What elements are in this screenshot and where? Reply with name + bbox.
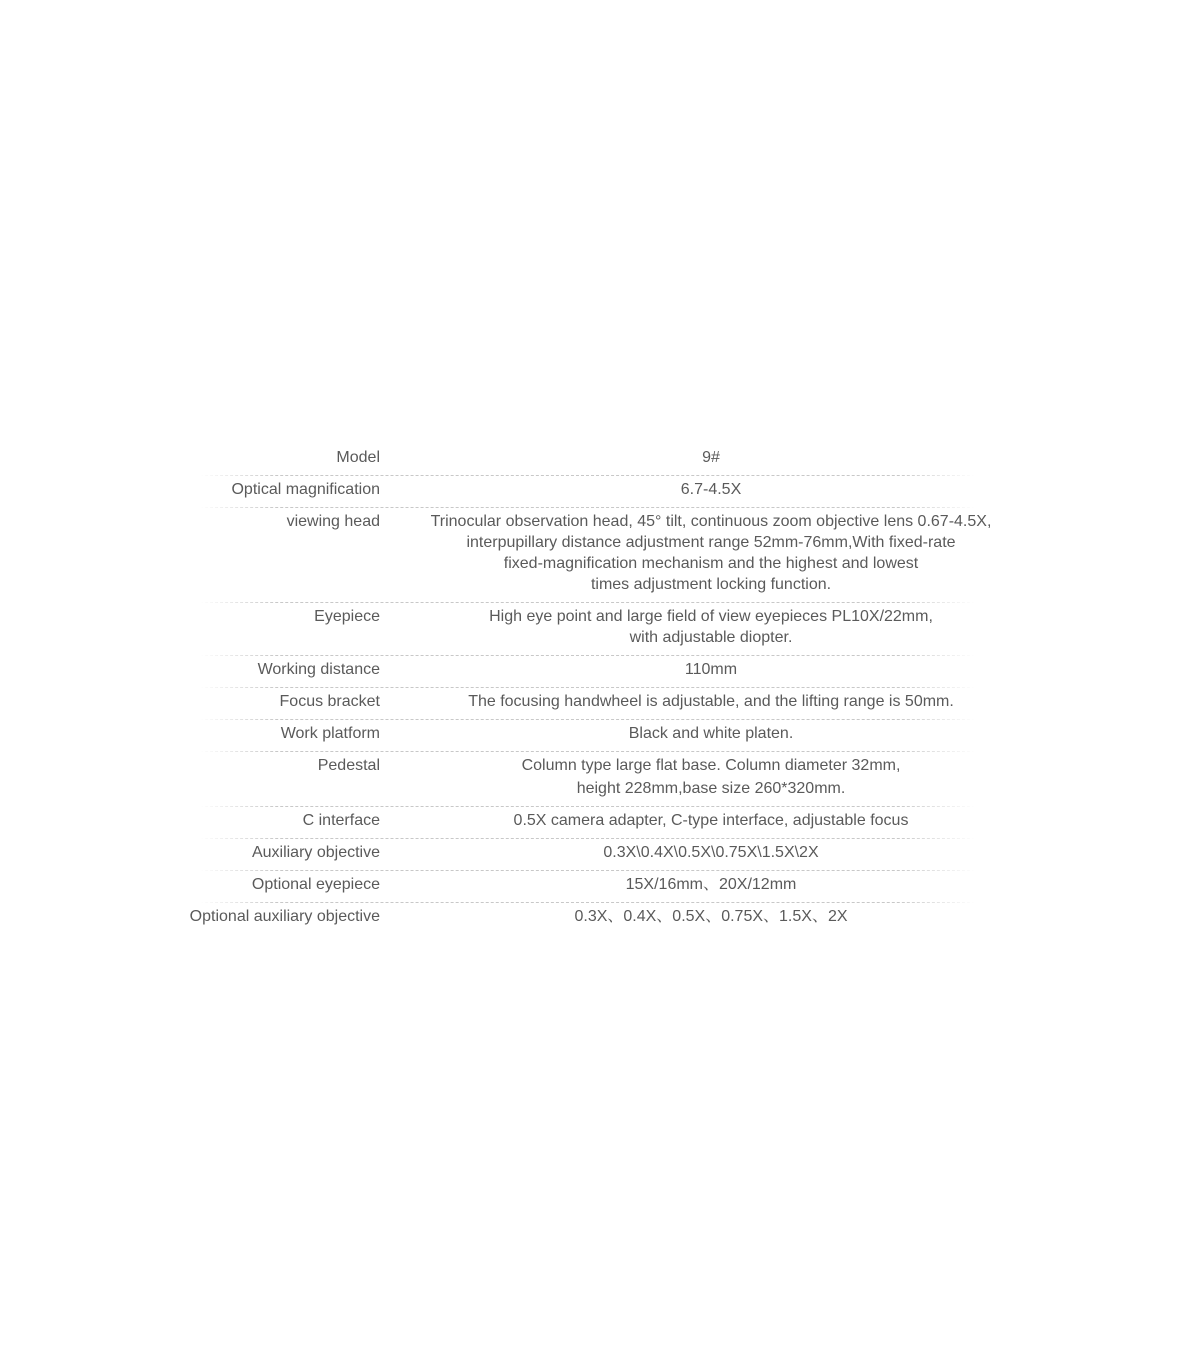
spec-label: viewing head <box>286 513 380 530</box>
spec-label: C interface <box>302 812 380 829</box>
spec-value-line: High eye point and large field of view eyepieces PL10X/22mm, <box>489 608 933 625</box>
spec-value-line: 0.3X、0.4X、0.5X、0.75X、1.5X、2X <box>574 908 848 925</box>
spec-value-line: Trinocular observation head, 45° tilt, continuous zoom objective lens 0.67-4.5X, <box>430 513 992 530</box>
spec-label: Auxiliary objective <box>251 844 380 861</box>
spec-value-line: 9# <box>702 449 720 466</box>
spec-value <box>380 606 1042 648</box>
spec-row-optional-auxiliary-objective <box>0 903 1200 935</box>
spec-row-auxiliary-objective <box>0 839 1200 871</box>
spec-label: Working distance <box>257 661 380 678</box>
spec-value-line: Black and white platen. <box>628 725 794 742</box>
spec-value <box>380 479 1042 500</box>
spec-row-work-platform <box>0 720 1200 752</box>
spec-value <box>380 723 1042 744</box>
spec-label: Focus bracket <box>279 693 380 710</box>
spec-value-line: 110mm <box>684 661 738 678</box>
spec-label: Pedestal <box>317 757 380 774</box>
spec-value-line: 0.3X\0.4X\0.5X\0.75X\1.5X\2X <box>603 844 819 861</box>
spec-row-working-distance <box>0 656 1200 688</box>
spec-value <box>380 659 1042 680</box>
spec-label: Eyepiece <box>314 608 380 625</box>
spec-label: Optional auxiliary objective <box>189 908 380 925</box>
spec-row-optical-magnification <box>0 476 1200 508</box>
spec-value-line: height 228mm,base size 260*320mm. <box>576 780 846 797</box>
spec-row-c-interface <box>0 807 1200 839</box>
spec-value-line: interpupillary distance adjustment range 52mm-76mm,With fixed-rate <box>466 534 956 551</box>
spec-row-pedestal <box>0 752 1200 807</box>
spec-value-line: 15X/16mm、20X/12mm <box>625 876 797 893</box>
spec-label: Optional eyepiece <box>251 876 380 893</box>
spec-value <box>380 755 1042 799</box>
spec-value <box>380 447 1042 468</box>
spec-value-line: times adjustment locking function. <box>590 576 832 593</box>
spec-value-line: with adjustable diopter. <box>629 629 793 646</box>
spec-row-focus-bracket <box>0 688 1200 720</box>
spec-value-line: 6.7-4.5X <box>680 481 742 498</box>
spec-row-viewing-head <box>0 508 1200 603</box>
spec-label: Optical magnification <box>231 481 380 498</box>
spec-value <box>380 906 1042 927</box>
spec-value-line: fixed-magnification mechanism and the highest and lowest <box>503 555 919 572</box>
spec-value <box>380 691 1042 712</box>
spec-value <box>380 874 1042 895</box>
spec-row-eyepiece <box>0 603 1200 656</box>
spec-value-line: The focusing handwheel is adjustable, and the lifting range is 50mm. <box>468 693 954 710</box>
spec-label: Work platform <box>280 725 380 742</box>
spec-value <box>380 810 1042 831</box>
spec-value <box>380 511 1042 595</box>
spec-value-line: 0.5X camera adapter, C-type interface, adjustable focus <box>513 812 909 829</box>
spec-table <box>0 444 1200 935</box>
spec-value <box>380 842 1042 863</box>
spec-row-model <box>0 444 1200 476</box>
spec-label: Model <box>336 449 380 466</box>
spec-row-optional-eyepiece <box>0 871 1200 903</box>
spec-value-line: Column type large flat base. Column diameter 32mm, <box>521 757 901 774</box>
